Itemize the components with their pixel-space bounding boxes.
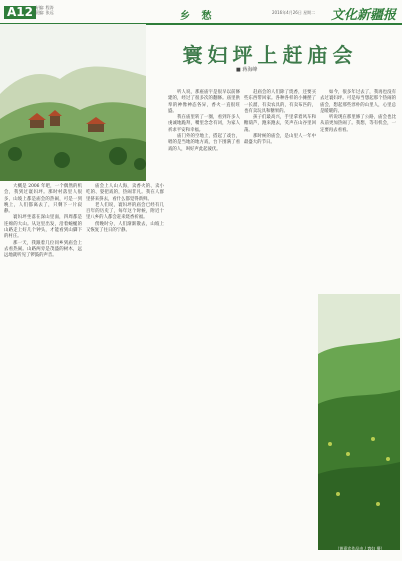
paragraph: 听说现在那里修了公路，庙会也比从前更加热闹了。我想，等有机会，一定要再去看看。 bbox=[320, 115, 396, 133]
article-byline: ■ 蒋海峰 bbox=[236, 67, 258, 73]
article-column-2 bbox=[86, 184, 164, 554]
green-field-photo bbox=[318, 294, 400, 550]
paragraph: 庙会上人山人海，卖香火的、卖小吃的、耍把戏的，热闹非凡。我在人群里挤来挤去，看什么都觉得新鲜。 bbox=[86, 184, 164, 202]
page-number: A12 bbox=[4, 6, 36, 19]
editor-line-1: 专编: 程涛 bbox=[35, 5, 54, 10]
photo-caption: （黄嘉宾作品由 / 寰妇 摄） bbox=[335, 546, 385, 551]
paragraph: 寰妇坪坐落在深山里面，四周都是连绵的大山。从这里出发，沿着蜿蜒的山路走上好几个钟头，才能看到山脚下的村庄。 bbox=[4, 215, 82, 240]
newspaper-logo: 文化新疆报 bbox=[330, 8, 396, 23]
paragraph: 庙门外的空地上，搭起了戏台，唱的是当地的地方戏，台下围满了看戏的人，叫好声此起彼伏。 bbox=[168, 134, 240, 152]
editor-line-2: 责编: 张远 bbox=[35, 10, 54, 15]
paragraph: 傍晚时分，人们渐渐散去，山坡上又恢复了往日的宁静。 bbox=[86, 221, 164, 234]
paragraph: 那一天，我跟着几位同乡到庙会上去看热闹。山路两旁是茂盛的树木，远远地就听见了锣鼓的声音。 bbox=[4, 240, 82, 259]
paragraph: 听人说，那座庙宇是很早以前修建的，经过了很多次的翻修。庙里供奉的神像神态各异，香火一直很旺盛。 bbox=[168, 90, 240, 114]
paragraph: 那时候的庙会，是山里人一年中最盛大的节日。 bbox=[244, 134, 316, 146]
paragraph: 大概是 2006 年吧，一个偶然的机会，我到过寰妇坪。那时村落里人很多，山坡上都是庙会的热闹，可是一到晚上，人们都离去了，只剩下一片寂静。 bbox=[4, 184, 82, 215]
mountain-village-illustration bbox=[0, 24, 146, 181]
newspaper-header bbox=[0, 0, 402, 24]
paragraph: 我在庙里转了一圈，看到许多人虔诚地跪拜，嘴里念念有词，为家人祈求平安和幸福。 bbox=[168, 115, 240, 133]
editor-meta bbox=[35, 5, 54, 15]
landscape-photo bbox=[0, 24, 146, 181]
article-column-1 bbox=[4, 184, 82, 554]
article-column-5 bbox=[320, 90, 396, 290]
paragraph: 如今，很多年过去了，我再也没有去过寰妇坪。可是每当想起那个热闹的庙会，想起那些淳朴的山里人，心里总是暖暖的。 bbox=[320, 90, 396, 114]
paragraph: 孩子们最高兴，手里拿着风车和糖葫芦，跑来跑去，笑声在山谷里回荡。 bbox=[244, 115, 316, 133]
field-photo bbox=[318, 294, 400, 550]
article-column-4 bbox=[244, 90, 316, 535]
section-title: 乡 愁 bbox=[180, 11, 216, 22]
paragraph: 赶庙会的人们除了烧香，还要买些东西带回家。各种各样的小摊摆了一长溜，有卖农具的，有卖布匹的，也有卖玩具和糖果的。 bbox=[244, 90, 316, 114]
issue-date: 2016年4月26日 星期二 bbox=[272, 10, 316, 15]
article-column-3 bbox=[168, 90, 240, 535]
article-title: 寰妇坪上赶庙会 bbox=[182, 43, 358, 67]
paragraph: 老人们说，寰妇坪的庙会已经有几百年的历史了，每年这个时候，附近十里八乡的人都会赶来烧香祈福。 bbox=[86, 202, 164, 221]
